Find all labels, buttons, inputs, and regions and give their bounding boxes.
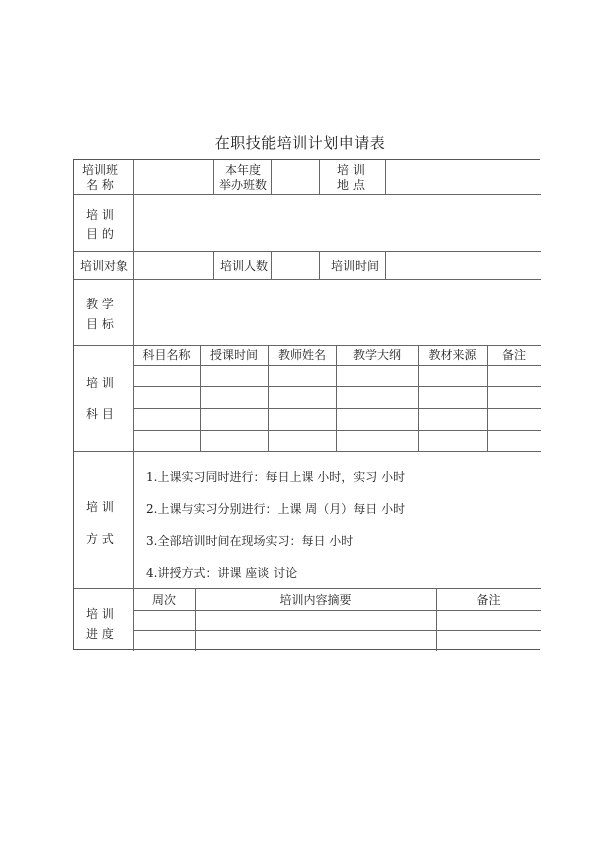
progress-label: 进 度 — [86, 627, 114, 641]
cell-divider — [319, 160, 320, 194]
label-column-divider — [133, 160, 134, 588]
subject-header: 备注 — [501, 348, 526, 362]
cell-divider — [213, 251, 214, 279]
location-label: 培 训 — [337, 163, 365, 177]
grid-line — [133, 386, 541, 387]
purpose-label: 培 训 — [86, 208, 114, 222]
target-label: 培训对象 — [80, 259, 129, 273]
cell-divider — [385, 251, 386, 279]
grid-line — [133, 610, 541, 611]
method-item: 3.全部培训时间在现场实习：每日 小时 — [146, 534, 354, 548]
method-item: 4.讲授方式：讲课 座谈 讨论 — [146, 566, 298, 580]
method-item: 2.上课与实习分别进行：上课 周（月）每日 小时 — [146, 502, 406, 516]
goal-label: 目 标 — [86, 317, 114, 331]
subject-header: 教学大纲 — [352, 348, 401, 362]
application-form-table — [73, 159, 540, 650]
cell-divider — [319, 251, 320, 279]
class-name-label: 名 称 — [86, 178, 114, 192]
subject-header: 教师姓名 — [277, 348, 326, 362]
cell-divider — [213, 160, 214, 194]
annual-count-label: 本年度 — [225, 163, 262, 177]
progress-header: 备注 — [476, 593, 501, 607]
row-divider — [74, 251, 541, 252]
subject-header: 教材来源 — [428, 348, 477, 362]
grid-line — [133, 430, 541, 431]
methods-label: 方 式 — [86, 532, 114, 546]
row-divider — [74, 345, 541, 346]
progress-header: 周次 — [151, 593, 176, 607]
progress-header: 培训内容摘要 — [279, 593, 352, 607]
grid-line — [133, 408, 541, 409]
grid-line — [133, 630, 541, 631]
progress-label: 培 训 — [86, 607, 114, 621]
grid-line — [133, 365, 541, 366]
time-label: 培训时间 — [331, 259, 380, 273]
goal-label: 教 学 — [86, 297, 114, 311]
row-divider — [74, 451, 541, 452]
methods-label: 培 训 — [86, 500, 114, 514]
headcount-label: 培训人数 — [220, 259, 269, 273]
cell-divider — [271, 251, 272, 279]
subjects-label: 科 目 — [86, 407, 114, 421]
row-divider — [74, 279, 541, 280]
location-label: 地 点 — [337, 178, 365, 192]
row-divider — [74, 588, 541, 589]
subject-header: 授课时间 — [209, 348, 258, 362]
subject-header: 科目名称 — [142, 348, 191, 362]
subjects-label: 培 训 — [86, 376, 114, 390]
class-name-label: 培训班 — [82, 163, 119, 177]
annual-count-label: 举办班数 — [219, 178, 268, 192]
cell-divider — [385, 160, 386, 194]
cell-divider — [271, 160, 272, 194]
purpose-label: 目 的 — [86, 227, 114, 241]
row-divider — [74, 194, 541, 195]
page-title: 在职技能培训计划申请表 — [214, 134, 386, 152]
method-item: 1.上课实习同时进行：每日上课 小时，实习 小时 — [146, 470, 406, 484]
